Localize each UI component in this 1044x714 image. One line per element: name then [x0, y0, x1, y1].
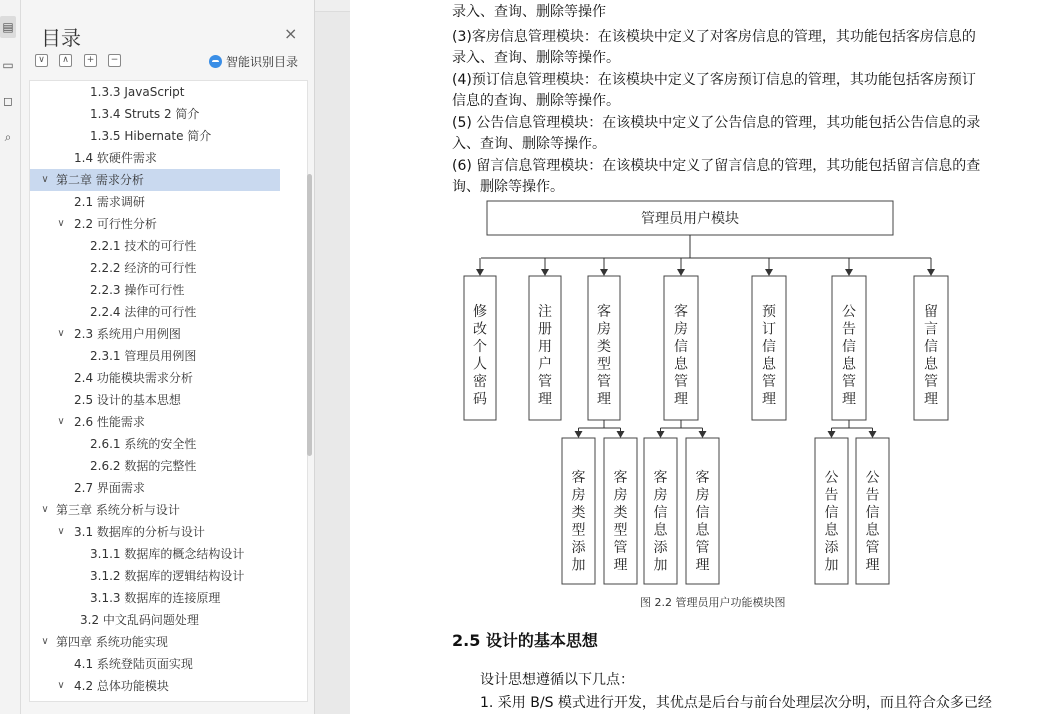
arrow-head	[575, 431, 583, 438]
toc-item[interactable]	[30, 279, 280, 301]
chevron-down-icon[interactable]: ∨	[41, 636, 49, 647]
toc-item-label: 2.2.2 经济的可行性	[90, 261, 197, 275]
toc-item-label: 1.3.3 JavaScript	[90, 85, 185, 99]
toc-item[interactable]	[30, 191, 280, 213]
paragraph-line: 录入、查询、删除等操作。	[452, 50, 620, 66]
toc-item[interactable]	[30, 389, 280, 411]
arrow-head	[765, 269, 773, 276]
toc-item-label: 2.7 界面需求	[74, 481, 145, 495]
module-diagram	[350, 0, 1044, 600]
toc-item[interactable]	[30, 499, 280, 521]
intro-text: 设计思想遵循以下几点：	[480, 672, 634, 688]
toc-item[interactable]	[30, 235, 280, 257]
module-label: 客房类型管理	[597, 304, 611, 408]
toc-item-label: 3.1.1 数据库的概念结构设计	[90, 547, 245, 561]
module-label: 留言信息管理	[924, 304, 938, 408]
toc-item[interactable]	[30, 323, 280, 345]
submodule-label: 客房信息添加	[653, 470, 668, 574]
toc-item-label: 第二章 需求分析	[56, 173, 144, 187]
toc-item-label: 1.4 软硬件需求	[74, 151, 157, 165]
arrow-head	[927, 269, 935, 276]
toc-item[interactable]	[30, 433, 280, 455]
chevron-down-icon[interactable]: ∨	[41, 174, 49, 185]
toc-item[interactable]	[30, 367, 280, 389]
paragraph-line: (6) 留言信息管理模块：在该模块中定义了留言信息的管理，其功能包括留言信息的查	[452, 158, 981, 174]
toc-item-label: 2.2 可行性分析	[74, 217, 157, 231]
paragraph-line: 信息的查询、删除等操作。	[452, 93, 620, 109]
toc-item[interactable]	[30, 565, 280, 587]
toc-item[interactable]	[30, 345, 280, 367]
toc-item[interactable]	[30, 147, 280, 169]
arrow-head	[617, 431, 625, 438]
toc-item[interactable]	[30, 477, 280, 499]
arrow-head	[845, 269, 853, 276]
toc-tree	[29, 80, 308, 702]
side-icon-rail	[0, 0, 21, 714]
toc-item[interactable]	[30, 169, 280, 191]
toc-item[interactable]	[30, 543, 280, 565]
paragraph-line: 入、查询、删除等操作。	[452, 136, 606, 152]
chevron-down-icon[interactable]: ∨	[41, 504, 49, 515]
toc-item-label: 3.1 数据库的分析与设计	[74, 525, 205, 539]
toc-item-label: 2.3 系统用户用例图	[74, 327, 181, 341]
toc-item[interactable]	[30, 411, 280, 433]
toc-item-label: 2.5 设计的基本思想	[74, 393, 181, 407]
remove-item-icon[interactable]: −	[108, 54, 121, 67]
toc-panel	[21, 0, 315, 714]
toc-item[interactable]	[30, 609, 280, 631]
toc-item-label: 1.3.4 Struts 2 简介	[90, 107, 200, 121]
chevron-down-icon[interactable]: ∨	[57, 416, 65, 427]
toc-item-label: 2.2.3 操作可行性	[90, 283, 185, 297]
arrow-head	[657, 431, 665, 438]
module-label: 客房信息管理	[674, 304, 688, 408]
toc-item-label: 3.1.2 数据库的逻辑结构设计	[90, 569, 245, 583]
toc-item[interactable]	[30, 521, 280, 543]
search-icon[interactable]: ⌕	[4, 129, 12, 144]
toc-item-label: 2.6.2 数据的完整性	[90, 459, 197, 473]
submodule-label: 公告信息管理	[865, 470, 880, 574]
smart-toc-label: 智能识别目录	[226, 55, 299, 69]
point-1-text: 1. 采用 B/S 模式进行开发，其优点是后台与前台处理层次分明，而且符合众多已经	[480, 695, 992, 711]
toc-scrollbar[interactable]	[307, 174, 312, 456]
paragraph-line: 录入、查询、删除等操作	[452, 4, 606, 20]
toc-item-label: 2.3.1 管理员用例图	[90, 349, 197, 363]
arrow-head	[476, 269, 484, 276]
submodule-label: 公告信息添加	[824, 470, 839, 574]
chevron-down-icon[interactable]: ∨	[57, 218, 65, 229]
toc-item-label: 2.4 功能模块需求分析	[74, 371, 193, 385]
toc-item[interactable]	[30, 257, 280, 279]
paragraph-line: (4)预订信息管理模块：在该模块中定义了客房预订信息的管理，其功能包括客房预订	[452, 72, 976, 88]
toc-item[interactable]	[30, 675, 280, 697]
toc-item-label: 2.2.4 法律的可行性	[90, 305, 197, 319]
toc-item-label: 2.2.1 技术的可行性	[90, 239, 197, 253]
toc-item[interactable]	[30, 81, 280, 103]
root-module-label: 管理员用户模块	[641, 211, 739, 227]
toc-item-label: 第三章 系统分析与设计	[56, 503, 180, 517]
submodule-label: 客房信息管理	[695, 470, 710, 574]
arrow-head	[600, 269, 608, 276]
bookmark-icon[interactable]: ◻	[3, 94, 13, 108]
toc-item[interactable]	[30, 103, 280, 125]
toc-item[interactable]	[30, 653, 280, 675]
arrow-head	[828, 431, 836, 438]
chevron-down-icon[interactable]: ∨	[57, 680, 65, 691]
toc-icon[interactable]: ▤	[0, 16, 16, 38]
section-heading: 2.5 设计的基本思想	[452, 631, 598, 650]
toc-item-label: 4.1 系统登陆页面实现	[74, 657, 193, 671]
toc-item[interactable]	[30, 455, 280, 477]
module-label: 注册用户管理	[538, 304, 552, 408]
submodule-label: 客房类型管理	[613, 470, 628, 574]
arrow-head	[677, 269, 685, 276]
smart-toc-button[interactable]	[209, 53, 298, 70]
toc-item-label: 3.2 中文乱码问题处理	[80, 613, 199, 627]
module-label: 预订信息管理	[762, 304, 776, 408]
toc-item[interactable]	[30, 125, 280, 147]
arrow-head	[869, 431, 877, 438]
smart-toc-icon	[209, 55, 222, 68]
toc-item[interactable]	[30, 213, 280, 235]
document-page	[350, 0, 1044, 714]
arrow-head	[699, 431, 707, 438]
module-label: 修改个人密码	[473, 304, 487, 408]
toc-item-label: 3.1.3 数据库的连接原理	[90, 591, 221, 605]
toc-title: 目录	[41, 26, 81, 50]
arrow-head	[541, 269, 549, 276]
toc-item-label: 1.3.5 Hibernate 简介	[90, 129, 212, 143]
module-label: 公告信息管理	[842, 304, 856, 408]
toc-item[interactable]	[30, 587, 280, 609]
paragraph-line: (5) 公告信息管理模块：在该模块中定义了公告信息的管理，其功能包括公告信息的录	[452, 115, 981, 131]
document-area	[350, 0, 1044, 714]
toc-item-label: 2.6 性能需求	[74, 415, 145, 429]
toc-item[interactable]	[30, 301, 280, 323]
expand-up-icon[interactable]: ∧	[59, 54, 72, 67]
toc-item-label: 2.1 需求调研	[74, 195, 145, 209]
figure-caption: 图 2.2 管理员用户功能模块图	[640, 596, 786, 609]
toc-item-label: 2.6.1 系统的安全性	[90, 437, 197, 451]
toc-item-label: 4.2 总体功能模块	[74, 679, 169, 693]
paragraph-line: 询、删除等操作。	[452, 179, 564, 195]
chevron-down-icon[interactable]: ∨	[57, 328, 65, 339]
submodule-label: 客房类型添加	[571, 470, 586, 574]
page-thumbnail-icon[interactable]: ▭	[2, 58, 14, 72]
close-icon[interactable]: ×	[284, 24, 298, 43]
chevron-down-icon[interactable]: ∨	[57, 526, 65, 537]
add-item-icon[interactable]: +	[84, 54, 97, 67]
paragraph-line: (3)客房信息管理模块：在该模块中定义了对客房信息的管理，其功能包括客房信息的	[452, 29, 976, 45]
collapse-all-icon[interactable]: ∨	[35, 54, 48, 67]
toc-item[interactable]	[30, 631, 280, 653]
toc-item-label: 第四章 系统功能实现	[56, 635, 168, 649]
